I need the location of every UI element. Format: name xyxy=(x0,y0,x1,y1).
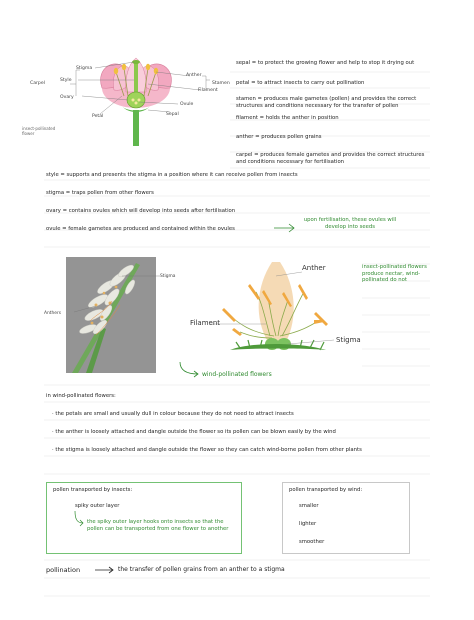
label-stigma: Stigma xyxy=(76,66,93,71)
wind-pollen-box xyxy=(282,482,410,554)
wind-point-1: · the petals are small and usually dull in colour because they do not need to attract insects xyxy=(52,411,294,417)
pollination-definition: the transfer of pollen grains from an anther to a stigma xyxy=(118,566,285,573)
wind-point-2: · the anther is loosely attached and dangle outside the flower so its pollen can be blown easily by the wind xyxy=(52,429,336,435)
wind-caption-arrow xyxy=(176,360,202,380)
wind-box-item-3: smoother xyxy=(299,539,325,545)
side-note: insect-pollinated flowers produce nectar, wind-pollinated do not xyxy=(362,264,427,283)
wind-label-filament: Filament xyxy=(190,319,221,327)
label-ovule: Ovule xyxy=(180,102,194,107)
definition-stigma: stigma = traps pollen from other flowers xyxy=(46,190,154,196)
wind-label-stigma: Stigma xyxy=(336,336,361,344)
definition-petal: petal = to attract insects to carry out pollination xyxy=(236,80,365,86)
wind-point-3: · the stigma is loosely attached and dangle outside the flower so they can catch wind-borne pollen from other plants xyxy=(52,447,362,453)
label-stamen: Stamen xyxy=(212,81,230,86)
definition-filament: filament = holds the anther in position xyxy=(236,115,339,121)
label-carpel: Carpel xyxy=(30,81,45,86)
wind-photo-leaders xyxy=(60,262,180,322)
wind-box-item-1: smaller xyxy=(299,503,319,509)
label-ovary: Ovary xyxy=(60,95,74,100)
wind-caption: wind-pollinated flowers xyxy=(202,371,272,378)
pollination-term: pollination xyxy=(46,566,81,574)
insect-box-item: spiky outer layer xyxy=(75,503,120,509)
wind-photo-label-stigma: Stigma xyxy=(160,274,176,279)
definition-ovule: ovule = female gametes are produced and contained within the ovules xyxy=(46,226,235,232)
sepal-stem-shapes xyxy=(122,106,150,146)
pollination-arrow xyxy=(94,565,116,575)
wind-box-item-2: lighter xyxy=(299,521,317,527)
definition-anther: anther = produces pollen grains xyxy=(236,134,322,140)
ovule-arrow xyxy=(272,220,298,236)
flower-caption: insect-pollinated flower xyxy=(22,126,56,136)
insect-box-title: pollen transported by insects: xyxy=(53,487,133,493)
definition-sepal: sepal = to protect the growing flower and help to stop it drying out xyxy=(236,60,415,66)
wind-flower-diagram xyxy=(210,262,360,362)
definition-style: style = supports and presents the stigma in a position where it can receive pollen from insects xyxy=(46,172,298,178)
wind-heading: in wind-pollinated flowers: xyxy=(46,393,116,399)
definition-stamen: stamen = produces male gametes (pollen) and provides the correct structures and conditions necessary for the transfer of pollen xyxy=(236,96,417,109)
insect-note-arrow xyxy=(73,511,87,529)
insect-pollen-box xyxy=(46,482,242,554)
label-filament: Filament xyxy=(198,88,218,93)
wind-photo-label-anthers: Anthers xyxy=(44,311,62,316)
ovule-note: upon fertilisation, these ovules will develop into seeds xyxy=(303,217,397,230)
label-anther: Anther xyxy=(186,73,202,78)
label-style: Style xyxy=(60,78,72,83)
wind-box-title: pollen transported by wind: xyxy=(289,487,363,493)
label-sepal: Sepal xyxy=(166,112,179,117)
definition-carpel: carpel = produces female gametes and provides the correct structures and conditions necessary for fertilisation xyxy=(236,152,425,165)
label-petal: Petal xyxy=(92,114,104,119)
insect-box-note: the spiky outer layer hooks onto insects so that the pollen can be transported from one flower to another xyxy=(87,519,229,532)
wind-label-anther: Anther xyxy=(302,264,326,272)
definition-ovary: ovary = contains ovules which will develop into seeds after fertilisation xyxy=(46,208,236,214)
